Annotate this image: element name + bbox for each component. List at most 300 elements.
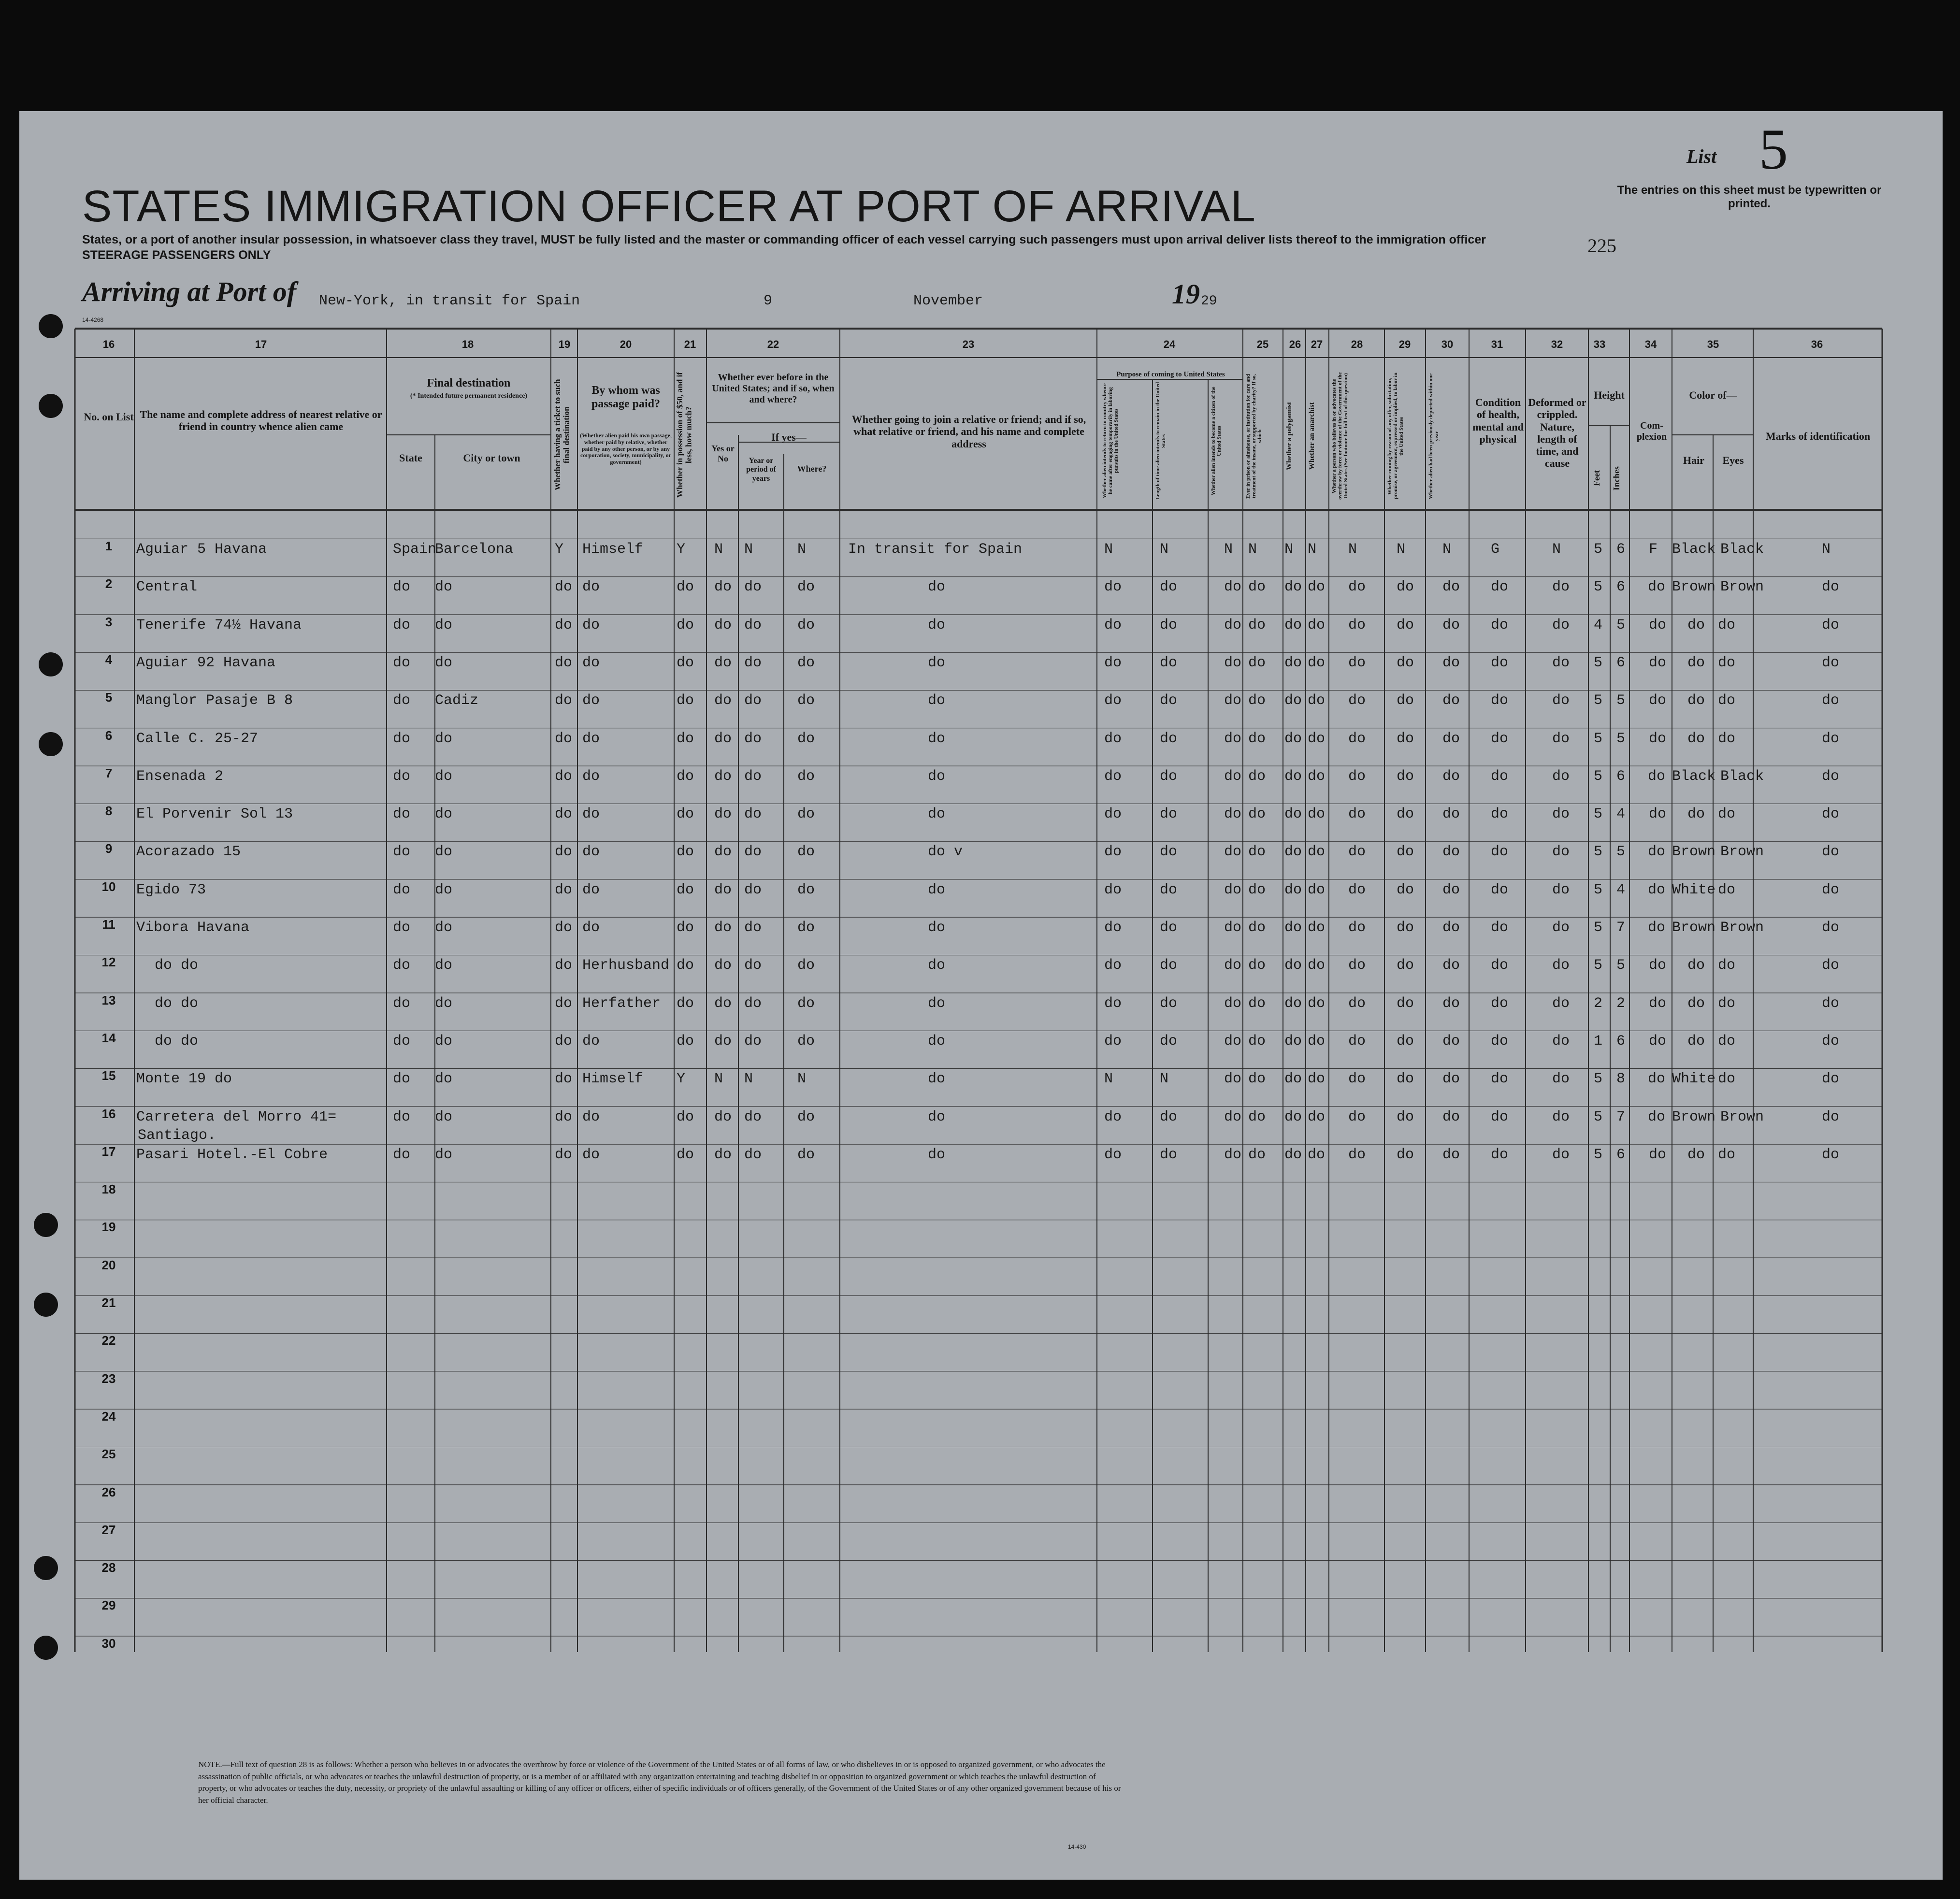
cell-c27: do xyxy=(1308,995,1326,1012)
cell-state: do xyxy=(393,692,411,709)
cell-c28: do xyxy=(1348,654,1366,671)
cell-complexion: do xyxy=(1649,995,1667,1012)
header-prison: Ever in prison or almshouse, or institution for care and treatment of the insane, or supported by charity? If so, which xyxy=(1245,374,1263,499)
cell-p3: do xyxy=(1224,957,1242,974)
cell-c26: do xyxy=(1284,579,1302,596)
cell-c25: do xyxy=(1248,995,1266,1012)
cell-c28: do xyxy=(1348,579,1366,596)
cell-inches: 6 xyxy=(1616,654,1626,671)
cell-p1: do xyxy=(1104,1033,1122,1050)
row-number: 13 xyxy=(101,993,116,1007)
header-color-of: Color of— xyxy=(1689,389,1737,401)
cell-c28: do xyxy=(1348,1108,1366,1125)
header-deformed: Deformed or crippled. Nature, length of time, and cause xyxy=(1528,396,1586,470)
cell-deformed: N xyxy=(1552,541,1561,558)
cell-yn: do xyxy=(714,1146,732,1163)
cell-p1: N xyxy=(1104,1071,1113,1088)
cell-hair: do xyxy=(1687,957,1705,974)
cell-addr: Acorazado 15 xyxy=(136,844,241,861)
cell-inches: 2 xyxy=(1616,995,1626,1012)
cell-marks: do xyxy=(1822,995,1840,1012)
header-length-of-stay: Length of time alien intends to remain in the United States xyxy=(1155,382,1167,500)
cell-c30: do xyxy=(1442,806,1460,823)
cell-c25: do xyxy=(1248,920,1266,936)
cell-paid: do xyxy=(582,579,600,596)
cell-c29: do xyxy=(1397,1033,1414,1050)
cell-c29: do xyxy=(1397,1146,1414,1163)
cell-deformed: do xyxy=(1552,1033,1570,1050)
cell-eyes: do xyxy=(1718,806,1736,823)
cell-join: do xyxy=(928,1071,946,1088)
cell-p2: do xyxy=(1160,995,1178,1012)
cell-money: Y xyxy=(677,1071,686,1088)
cell-health: do xyxy=(1491,730,1509,747)
cell-eyes: Black xyxy=(1720,768,1764,785)
cell-p2: do xyxy=(1160,881,1178,898)
list-label: List xyxy=(1686,145,1717,167)
cell-complexion: do xyxy=(1649,1146,1667,1163)
cell-c27: do xyxy=(1308,1071,1326,1088)
cell-where: do xyxy=(797,692,815,709)
column-number-30: 30 xyxy=(1441,338,1454,350)
cell-paid: do xyxy=(582,1108,600,1125)
cell-addr: Vibora Havana xyxy=(136,920,250,936)
cell-c28: do xyxy=(1348,881,1366,898)
cell-join: do xyxy=(928,881,946,898)
cell-c29: do xyxy=(1397,920,1414,936)
cell-marks: do xyxy=(1822,768,1840,785)
cell-c29: do xyxy=(1397,957,1414,974)
cell-inches: 5 xyxy=(1616,957,1626,974)
cell-p3: do xyxy=(1224,995,1242,1012)
cell-eyes: do xyxy=(1718,995,1736,1012)
cell-hair: White xyxy=(1672,881,1716,898)
cell-c28: do xyxy=(1348,768,1366,785)
cell-join: do xyxy=(928,768,946,785)
cell-p3: N xyxy=(1224,541,1233,558)
cell-hair: Black xyxy=(1672,541,1716,558)
column-number-31: 31 xyxy=(1491,338,1503,350)
header-passage-paid-note: (Whether alien paid his own passage, whether paid by relative, whether paid by any other person, or by any corporation, society, municipality, or government) xyxy=(580,432,672,466)
cell-health: do xyxy=(1491,1146,1509,1163)
cell-addr: do do xyxy=(155,995,199,1012)
cell-c25: do xyxy=(1248,881,1266,898)
cell-addr: Egido 73 xyxy=(136,881,206,898)
header-where: Where? xyxy=(797,464,827,474)
cell-ticket: do xyxy=(555,995,573,1012)
cell-ticket: do xyxy=(555,1071,573,1088)
cell-c30: do xyxy=(1442,957,1460,974)
cell-c27: do xyxy=(1308,920,1326,936)
cell-city: Cadiz xyxy=(435,692,479,709)
cell-inches: 6 xyxy=(1616,579,1626,596)
cell-p2: do xyxy=(1160,957,1178,974)
cell-c25: do xyxy=(1248,654,1266,671)
cell-where: do xyxy=(797,844,815,861)
cell-p3: do xyxy=(1224,844,1242,861)
cell-yn: do xyxy=(714,806,732,823)
cell-c26: do xyxy=(1284,654,1302,671)
cell-money: do xyxy=(677,730,694,747)
cell-state: do xyxy=(393,995,411,1012)
cell-inches: 6 xyxy=(1616,1033,1626,1050)
cell-c25: do xyxy=(1248,1108,1266,1125)
cell-complexion: do xyxy=(1648,768,1666,785)
cell-paid: do xyxy=(582,844,600,861)
cell-ticket: do xyxy=(555,768,573,785)
cell-year: do xyxy=(744,1033,762,1050)
cell-c29: do xyxy=(1397,654,1414,671)
header-return-home: Whether alien intends to return to country whence he came after engaging temporarily in laboring pursuits in the United States xyxy=(1102,383,1120,499)
cell-complexion: do xyxy=(1649,730,1667,747)
cell-state: do xyxy=(393,1071,411,1088)
cell-health: do xyxy=(1491,768,1509,785)
column-number-20: 20 xyxy=(620,338,632,350)
cell-paid: do xyxy=(582,1033,600,1050)
cell-state: do xyxy=(393,730,411,747)
header-inches: Inches xyxy=(1612,466,1621,491)
cell-yn: do xyxy=(714,995,732,1012)
cell-ticket: do xyxy=(555,957,573,974)
cell-health: do xyxy=(1491,1071,1509,1088)
cell-state: do xyxy=(393,806,411,823)
cell-c29: do xyxy=(1397,1108,1414,1125)
cell-marks: do xyxy=(1822,617,1840,633)
cell-join: do v xyxy=(928,844,963,861)
row-number-blank: 18 xyxy=(101,1182,116,1197)
cell-eyes: do xyxy=(1718,692,1736,709)
cell-hair: do xyxy=(1687,692,1705,709)
form-code: 14-4268 xyxy=(82,316,104,323)
cell-city: do xyxy=(435,881,453,898)
cell-c30: do xyxy=(1442,881,1460,898)
cell-ticket: do xyxy=(555,579,573,596)
cell-join: do xyxy=(928,617,946,633)
cell-year: do xyxy=(744,654,762,671)
cell-yn: do xyxy=(714,1108,732,1125)
year-suffix: 29 xyxy=(1201,294,1217,309)
cell-addr: Monte 19 do xyxy=(136,1071,232,1088)
cell-state: do xyxy=(393,1033,411,1050)
cell-p2: N xyxy=(1160,1071,1169,1088)
cell-p1: do xyxy=(1104,617,1122,633)
cell-hair: do xyxy=(1687,806,1705,823)
cell-hair: do xyxy=(1687,730,1705,747)
cell-c27: do xyxy=(1308,806,1326,823)
cell-marks: do xyxy=(1822,881,1840,898)
cell-where: do xyxy=(797,957,815,974)
cell-deformed: do xyxy=(1552,920,1570,936)
cell-p1: do xyxy=(1104,692,1122,709)
cell-health: do xyxy=(1491,881,1509,898)
cell-inches: 6 xyxy=(1616,541,1626,558)
cell-health: do xyxy=(1491,957,1509,974)
cell-c25: do xyxy=(1248,730,1266,747)
column-number-19: 19 xyxy=(558,338,571,350)
header-money: Whether in possession of $50, and if less, how much? xyxy=(675,372,693,498)
cell-city: do xyxy=(435,1033,453,1050)
row-number: 15 xyxy=(101,1068,116,1083)
cell-state: do xyxy=(393,957,411,974)
cell-deformed: do xyxy=(1552,654,1570,671)
cell-year: do xyxy=(744,768,762,785)
cell-hair: do xyxy=(1687,654,1705,671)
cell-marks: do xyxy=(1822,806,1840,823)
cell-addr: Pasari Hotel.-El Cobre xyxy=(136,1146,328,1163)
header-polygamist: Whether a polygamist xyxy=(1285,402,1293,471)
cell-complexion: do xyxy=(1648,920,1666,936)
cell-addr: Aguiar 92 Havana xyxy=(136,654,276,671)
cell-eyes: Brown xyxy=(1720,1108,1764,1125)
cell-p2: do xyxy=(1160,1146,1178,1163)
cell-p1: do xyxy=(1104,881,1122,898)
cell-c26: do xyxy=(1284,1071,1302,1088)
cell-p3: do xyxy=(1224,806,1242,823)
cell-c29: N xyxy=(1397,541,1406,558)
cell-deformed: do xyxy=(1552,1108,1570,1125)
cell-money: do xyxy=(677,957,694,974)
cell-join: do xyxy=(928,920,946,936)
cell-money: do xyxy=(677,654,694,671)
cell-p2: do xyxy=(1160,920,1178,936)
cell-state: do xyxy=(393,768,411,785)
cell-feet: 1 xyxy=(1594,1033,1603,1050)
cell-state: do xyxy=(393,920,411,936)
cell-feet: 5 xyxy=(1594,1146,1603,1163)
cell-state: do xyxy=(393,1108,411,1125)
cell-health: do xyxy=(1491,692,1509,709)
cell-complexion: do xyxy=(1649,692,1667,709)
cell-marks: do xyxy=(1822,692,1840,709)
cell-city: do xyxy=(435,730,453,747)
cell-c27: do xyxy=(1308,768,1326,785)
cell-year: do xyxy=(744,1146,762,1163)
row-number-blank: 19 xyxy=(101,1220,116,1235)
cell-p1: do xyxy=(1104,844,1122,861)
cell-c30: do xyxy=(1442,579,1460,596)
cell-state: do xyxy=(393,579,411,596)
cell-feet: 2 xyxy=(1594,995,1603,1012)
cell-complexion: do xyxy=(1648,844,1666,861)
column-number-32: 32 xyxy=(1551,338,1563,350)
column-number-16: 16 xyxy=(102,338,115,350)
cell-deformed: do xyxy=(1552,806,1570,823)
column-number-34: 34 xyxy=(1644,338,1657,350)
cell-c28: do xyxy=(1348,1033,1366,1050)
cell-inches: 4 xyxy=(1616,881,1626,898)
cell-yn: do xyxy=(714,920,732,936)
cell-p3: do xyxy=(1224,730,1242,747)
cell-feet: 5 xyxy=(1594,957,1603,974)
cell-yn: do xyxy=(714,1033,732,1050)
cell-year: do xyxy=(744,579,762,596)
row-number: 1 xyxy=(105,539,113,553)
cell-p3: do xyxy=(1224,617,1242,633)
header-no-on-list: No. on List xyxy=(84,411,134,423)
cell-c25: do xyxy=(1248,692,1266,709)
cell-c28: do xyxy=(1348,730,1366,747)
row-number: 9 xyxy=(105,841,113,856)
column-number-27: 27 xyxy=(1311,338,1323,350)
header-hair: Hair xyxy=(1683,454,1704,466)
cell-c26: do xyxy=(1284,995,1302,1012)
cell-feet: 5 xyxy=(1594,920,1603,936)
cell-c29: do xyxy=(1397,768,1414,785)
cell-p1: do xyxy=(1104,1146,1122,1163)
cell-marks: do xyxy=(1822,957,1840,974)
cell-p2: do xyxy=(1160,768,1178,785)
cell-marks: do xyxy=(1822,1071,1840,1088)
cell-money: do xyxy=(677,617,694,633)
cell-addr: Calle C. 25-27 xyxy=(136,730,259,747)
cell-paid: do xyxy=(582,692,600,709)
cell-paid: do xyxy=(582,1146,600,1163)
cell-c30: do xyxy=(1442,1146,1460,1163)
cell-c26: do xyxy=(1284,844,1302,861)
cell-p2: do xyxy=(1160,692,1178,709)
header-state: State xyxy=(399,452,422,464)
list-number: 5 xyxy=(1759,117,1788,181)
cell-p1: do xyxy=(1104,957,1122,974)
cell-hair: do xyxy=(1687,1146,1705,1163)
row-number-blank: 26 xyxy=(101,1484,116,1499)
cell-yn: do xyxy=(714,768,732,785)
header-if-yes: If yes— xyxy=(771,431,807,443)
cell-paid: do xyxy=(582,881,600,898)
cell-p1: do xyxy=(1104,920,1122,936)
header-join-relative: Whether going to join a relative or friend; and if so, what relative or friend, and his name and complete address xyxy=(851,413,1086,450)
cell-marks: do xyxy=(1822,730,1840,747)
cell-eyes: do xyxy=(1718,1146,1736,1163)
row-number-blank: 24 xyxy=(101,1409,116,1424)
cell-year: do xyxy=(744,730,762,747)
cell-inches: 6 xyxy=(1616,1146,1626,1163)
cell-deformed: do xyxy=(1552,957,1570,974)
cell-c25: do xyxy=(1248,768,1266,785)
header-citizen-intent: Whether alien intends to become a citizen of the United States xyxy=(1211,387,1223,495)
cell-hair: Brown xyxy=(1672,1108,1716,1125)
cell-c27: N xyxy=(1308,541,1317,558)
cell-yn: do xyxy=(714,654,732,671)
cell-c30: do xyxy=(1442,692,1460,709)
cell-where: do xyxy=(797,579,815,596)
cell-ticket: do xyxy=(555,617,573,633)
cell-eyes: do xyxy=(1718,654,1736,671)
cell-paid: do xyxy=(582,654,600,671)
column-number-25: 25 xyxy=(1256,338,1269,350)
cell-city: do xyxy=(435,1146,453,1163)
column-number-36: 36 xyxy=(1811,338,1823,350)
column-number-26: 26 xyxy=(1289,338,1301,350)
cell-city: Barcelona xyxy=(435,541,514,558)
cell-p1: do xyxy=(1104,1108,1122,1125)
cell-c25: do xyxy=(1248,617,1266,633)
cell-city: do xyxy=(435,995,453,1012)
cell-c25: do xyxy=(1248,1146,1266,1163)
cell-paid: do xyxy=(582,730,600,747)
cell-paid: Herhusband xyxy=(582,957,670,974)
cell-money: do xyxy=(677,1033,694,1050)
column-number-29: 29 xyxy=(1398,338,1411,350)
header-q28: Whether a person who believes in or advocates the overthrow by force or violence of the Government of the United States (See footnote for full text of this question) xyxy=(1331,372,1349,500)
row-number: 10 xyxy=(101,879,116,894)
cell-complexion: do xyxy=(1648,1108,1666,1125)
cell-state: do xyxy=(393,844,411,861)
cell-ticket: do xyxy=(555,1033,573,1050)
header-before-in-us: Whether ever before in the United States; and if so, when and where? xyxy=(712,372,835,405)
cell-p1: do xyxy=(1104,579,1122,596)
cell-eyes: Brown xyxy=(1720,844,1764,861)
row-number-blank: 21 xyxy=(101,1295,116,1310)
cell-p2: do xyxy=(1160,730,1178,747)
cell-city: do xyxy=(435,957,453,974)
cell-c29: do xyxy=(1397,844,1414,861)
cell-city: do xyxy=(435,768,453,785)
cell-deformed: do xyxy=(1552,579,1570,596)
cell-c28: do xyxy=(1348,995,1366,1012)
cell-paid: do xyxy=(582,920,600,936)
cell-c27: do xyxy=(1308,957,1326,974)
cell-marks: do xyxy=(1822,920,1840,936)
cell-year: do xyxy=(744,806,762,823)
cell-feet: 5 xyxy=(1594,1071,1603,1088)
cell-complexion: do xyxy=(1648,579,1666,596)
cell-ticket: do xyxy=(555,881,573,898)
cell-yn: N xyxy=(714,541,723,558)
cell-city: do xyxy=(435,806,453,823)
cell-inches: 5 xyxy=(1616,692,1626,709)
column-number-22: 22 xyxy=(767,338,779,350)
footnote-question-28: NOTE.—Full text of question 28 is as follows: Whether a person who believes in or advocates the overthrow by force or violence of the Government of the United States or of all forms of law, or who disbelieves in or is opposed to organized government, or who advocates the assassination of public officials, or who advocates or teaches the unlawful destruction of property, or is a member of or affiliated with any organization entertaining and teaching disbelief in or opposition to organized government or which teaches the unlawful destruction of property, or who advocates or teaches the duty, necessity, or propriety of the unlawful assaulting or killing of any officer or officers, either of specific individuals or of officers generally, of the Government of the United States or of any other organized government because of his or her official character. xyxy=(198,1760,1121,1805)
cell-c25: do xyxy=(1248,1033,1266,1050)
cell-health: do xyxy=(1491,995,1509,1012)
cell-c30: do xyxy=(1442,1071,1460,1088)
cell-ticket: do xyxy=(555,920,573,936)
cell-p3: do xyxy=(1224,768,1242,785)
cell-where: do xyxy=(797,617,815,633)
cell-c29: do xyxy=(1397,692,1414,709)
cell-c30: do xyxy=(1442,1108,1460,1125)
cell-state: do xyxy=(393,654,411,671)
cell-paid: do xyxy=(582,806,600,823)
cell-p3: do xyxy=(1224,579,1242,596)
cell-c28: do xyxy=(1348,1146,1366,1163)
row-number: 11 xyxy=(102,917,115,932)
cell-health: do xyxy=(1491,1108,1509,1125)
cell-where: do xyxy=(797,654,815,671)
sheet-number: 225 xyxy=(1587,235,1616,257)
cell-where: N xyxy=(797,541,807,558)
cell-c30: do xyxy=(1442,617,1460,633)
cell-ticket: do xyxy=(555,730,573,747)
cell-c26: do xyxy=(1284,920,1302,936)
cell-deformed: do xyxy=(1552,1071,1570,1088)
cell-join: do xyxy=(928,1108,946,1125)
row-number: 4 xyxy=(105,652,113,667)
cell-join: do xyxy=(928,1146,946,1163)
cell-health: do xyxy=(1491,617,1509,633)
cell-feet: 4 xyxy=(1594,617,1603,633)
cell-c25: do xyxy=(1248,844,1266,861)
cell-city: do xyxy=(435,1071,453,1088)
cell-where: do xyxy=(797,1108,815,1125)
cell-addr: El Porvenir Sol 13 xyxy=(136,806,293,823)
cell-p1: N xyxy=(1104,541,1113,558)
cell-inches: 6 xyxy=(1616,768,1626,785)
cell-addr: Ensenada 2 xyxy=(136,768,224,785)
column-number-17: 17 xyxy=(255,338,267,350)
cell-c28: do xyxy=(1348,920,1366,936)
